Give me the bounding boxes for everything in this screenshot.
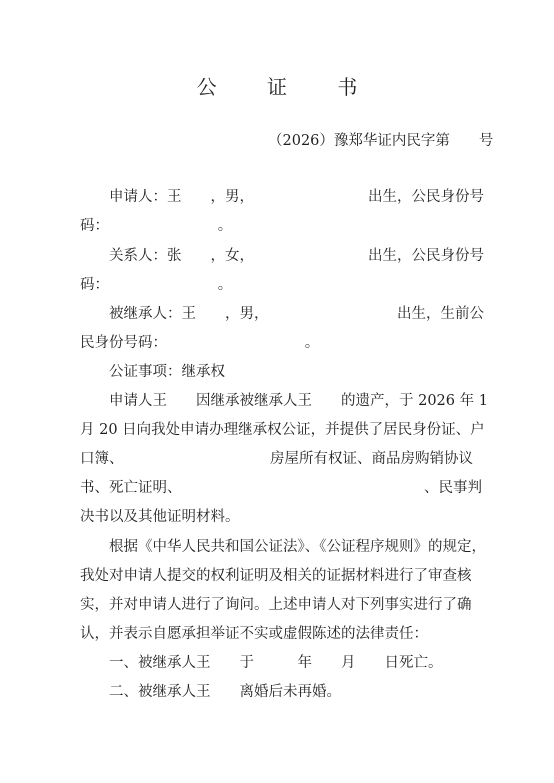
decedent-line-1a: 被继承人：王 ，男， <box>109 306 269 322</box>
related-line-1b: 出生，公民身份号 <box>368 248 484 264</box>
fact-2: 二、被继承人王 离婚后未再婚。 <box>109 684 341 700</box>
paragraph-2-line-1: 根据《中华人民共和国公证法》、《公证程序规则》的规定， <box>109 539 486 555</box>
paragraph-1-line-3a: 口簿、 <box>80 451 124 467</box>
paragraph-1-line-4a: 书、死亡证明、 <box>80 480 182 496</box>
decedent-line-1b: 出生，生前公 <box>397 306 484 322</box>
paragraph-1-line-2: 月 20 日向我处申请办理继承权公证，并提供了居民身份证、户 <box>80 422 485 438</box>
paragraph-2-line-4: 认，并表示自愿承担举证不实或虚假陈述的法律责任： <box>80 626 428 642</box>
notarization-matter: 公证事项：继承权 <box>109 364 225 380</box>
document-title: 公 证 书 <box>196 75 380 99</box>
paragraph-1-line-1: 申请人王 因继承被继承人王 的遗产，于 2026 年 1 <box>109 393 488 409</box>
related-line-1a: 关系人：张 ，女， <box>109 248 254 264</box>
paragraph-1-line-4b: 、民事判 <box>424 480 482 496</box>
paragraph-2-line-3: 实，并对申请人进行了询问。上述申请人对下列事实进行了确 <box>80 597 472 613</box>
applicant-line-2: 码： 。 <box>80 218 233 234</box>
document-number: （2026）豫郑华证内民字第 号 <box>268 133 494 149</box>
applicant-line-1b: 出生，公民身份号 <box>368 189 484 205</box>
decedent-line-2: 民身份号码： 。 <box>80 335 320 351</box>
related-line-2: 码： 。 <box>80 277 233 293</box>
applicant-line-1a: 申请人：王 ，男， <box>109 189 254 205</box>
paragraph-1-line-3b: 房屋所有权证、商品房购销协议 <box>270 451 473 467</box>
paragraph-1-line-5: 决书以及其他证明材料。 <box>80 509 240 525</box>
paragraph-2-line-2: 我处对申请人提交的权利证明及相关的证据材料进行了审查核 <box>80 568 472 584</box>
fact-1: 一、被继承人王 于 年 月 日死亡。 <box>109 655 443 671</box>
